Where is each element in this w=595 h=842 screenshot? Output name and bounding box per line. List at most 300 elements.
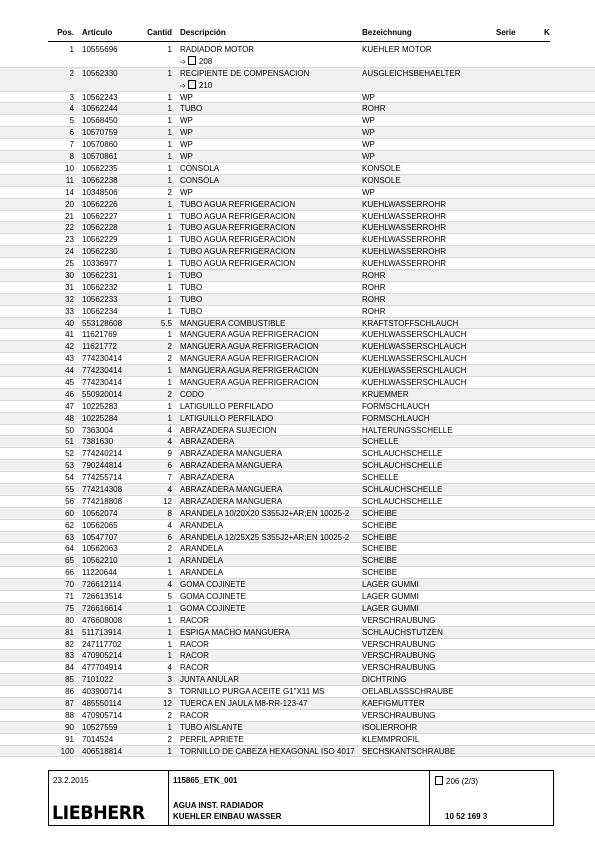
table-row: [0, 508, 595, 520]
row-article[interactable]: 10562210: [82, 556, 118, 566]
footer-divider-left: [168, 771, 169, 825]
row-article[interactable]: 726613514: [82, 592, 123, 601]
row-bezeichnung: VERSCHRAUBUNG: [362, 639, 436, 649]
row-bezeichnung: KRUEMMER: [362, 389, 409, 399]
row-bezeichnung: SCHLAUCHSCHELLE: [362, 484, 443, 494]
table-row: [0, 484, 595, 496]
row-description: CONSOLA: [180, 175, 220, 185]
row-article[interactable]: 7101022: [82, 675, 114, 685]
row-bezeichnung: VERSCHRAUBUNG: [362, 651, 436, 661]
row-bezeichnung: SCHEIBE: [362, 568, 398, 578]
row-article[interactable]: 10562238: [82, 175, 118, 185]
table-row: [0, 460, 595, 472]
row-pos: 50: [65, 425, 74, 435]
row-quantity: 1: [167, 259, 172, 269]
row-pos: 54: [65, 473, 74, 483]
table-row: [0, 139, 595, 151]
table-row: [0, 353, 595, 365]
row-description: TUBO: [180, 270, 203, 280]
row-pos: 3: [69, 92, 74, 102]
row-description: ESPIGA MACHO MANGUERA: [180, 627, 290, 637]
row-description: ARANDELA: [180, 556, 224, 566]
row-article[interactable]: 10562063: [82, 544, 118, 554]
row-article[interactable]: 10562065: [82, 520, 118, 530]
row-bezeichnung: KUEHLWASSERROHR: [362, 259, 447, 269]
row-description: RADIADOR MOTOR: [180, 45, 255, 54]
row-description: ARANDELA 10/20X20 S355J2+AR;EN 10025-2: [180, 508, 350, 518]
table-row: [0, 68, 595, 92]
row-description: TUBO AGUA REFRIGERACION: [180, 211, 296, 221]
row-pos: 100: [60, 746, 74, 756]
row-quantity: 1: [167, 247, 172, 257]
row-bezeichnung: KUEHLWASSERSCHLAUCH: [362, 330, 467, 340]
row-description: ARANDELA: [180, 544, 224, 554]
row-description: ABRAZADERA: [180, 473, 235, 483]
row-pos: 47: [65, 401, 74, 411]
row-article[interactable]: 10555696: [82, 45, 118, 54]
row-pos: 10: [65, 163, 74, 173]
row-quantity: 4: [167, 425, 172, 435]
row-description: WP: [180, 128, 193, 138]
row-description: MANGUERA AGUA REFRIGERACION: [180, 342, 319, 352]
row-quantity: 6: [167, 461, 172, 471]
row-bezeichnung: SCHEIBE: [362, 532, 398, 542]
row-pos: 21: [65, 211, 74, 221]
row-quantity: 2: [167, 187, 172, 197]
row-description: TORNILLO DE CABEZA HEXAGONAL ISO 4017: [180, 746, 355, 756]
row-quantity: 1: [167, 366, 172, 376]
row-bezeichnung: SCHELLE: [362, 437, 399, 447]
row-bezeichnung: KUEHLWASSERSCHLAUCH: [362, 342, 467, 352]
row-pos: 4: [69, 104, 74, 114]
row-pos: 8: [69, 152, 74, 162]
row-description: TUBO AISLANTE: [180, 722, 243, 732]
row-quantity: 4: [167, 663, 172, 673]
row-quantity: 1: [167, 603, 172, 613]
row-article[interactable]: 477704914: [82, 663, 123, 673]
table-row: [0, 92, 595, 104]
row-article[interactable]: 790244814: [82, 461, 123, 471]
row-description: LATIGUILLO PERFILADO: [180, 401, 274, 411]
row-quantity: 1: [167, 163, 172, 173]
row-article[interactable]: 7014524: [82, 734, 114, 744]
row-pos: 2: [69, 68, 74, 78]
header-descripcion: Descripción: [180, 28, 226, 37]
row-quantity: 8: [167, 508, 172, 518]
table-row: [0, 722, 595, 734]
arrow-right-icon: ➩: [180, 58, 186, 66]
row-quantity: 1: [167, 116, 172, 126]
row-pos: 41: [65, 330, 74, 340]
row-quantity: 12: [163, 699, 172, 709]
row-article[interactable]: 550920014: [82, 389, 123, 399]
row-article[interactable]: 403900714: [82, 687, 123, 697]
row-quantity: 1: [167, 235, 172, 245]
table-row: [0, 496, 595, 508]
row-description: TORNILLO PURGA ACEITE G1"X11 MS: [180, 687, 325, 697]
row-quantity: 1: [167, 211, 172, 221]
row-bezeichnung: KUEHLWASSERROHR: [362, 247, 447, 257]
row-description: ARANDELA: [180, 520, 224, 530]
table-row: [0, 615, 595, 627]
row-bezeichnung: WP: [362, 128, 375, 138]
table-row: [0, 603, 595, 615]
row-article[interactable]: 10562243: [82, 92, 118, 102]
row-article[interactable]: 10562235: [82, 163, 118, 173]
row-pos: 53: [65, 461, 74, 471]
row-description: GOMA COJINETE: [180, 592, 246, 601]
row-article[interactable]: 726612114: [82, 580, 122, 590]
row-description: MANGUERA AGUA REFRIGERACION: [180, 366, 319, 376]
row-bezeichnung: WP: [362, 187, 375, 197]
row-description: TUBO: [180, 306, 203, 316]
row-article[interactable]: 10225283: [82, 401, 118, 411]
row-article[interactable]: 774255714: [82, 473, 123, 483]
table-row: [0, 674, 595, 686]
row-description: WP: [180, 116, 193, 126]
row-article[interactable]: 10562228: [82, 223, 118, 233]
row-bezeichnung: AUSGLEICHSBEHAELTER: [362, 68, 461, 78]
row-description: WP: [180, 92, 193, 102]
row-bezeichnung: SCHLAUCHSCHELLE: [362, 461, 443, 471]
row-quantity: 1: [167, 568, 172, 578]
table-row: [0, 436, 595, 448]
row-description: TUBO AGUA REFRIGERACION: [180, 235, 296, 245]
row-bezeichnung: ROHR: [362, 282, 386, 292]
row-bezeichnung: VERSCHRAUBUNG: [362, 615, 436, 625]
row-bezeichnung: FORMSCHLAUCH: [362, 413, 430, 423]
row-quantity: 2: [167, 734, 172, 744]
row-quantity: 6: [167, 532, 172, 542]
row-article[interactable]: 10348506: [82, 187, 118, 197]
row-pos: 81: [65, 627, 74, 637]
footer-page-text: 206 (2/3): [446, 777, 479, 786]
row-description: ABRAZADERA: [180, 437, 235, 447]
footer-divider-right: [429, 771, 430, 825]
table-row: [0, 163, 595, 175]
row-pos: 31: [65, 282, 74, 292]
row-article[interactable]: 10570759: [82, 128, 118, 138]
row-pos: 70: [65, 580, 74, 590]
row-quantity: 2: [167, 710, 172, 720]
row-bezeichnung: VERSCHRAUBUNG: [362, 663, 436, 673]
row-pos: 75: [65, 603, 74, 613]
row-article[interactable]: 10570860: [82, 140, 118, 150]
row-quantity: 9: [167, 449, 172, 459]
row-description: JUNTA ANULAR: [180, 675, 239, 685]
table-row: [0, 294, 595, 306]
row-bezeichnung: OELABLASSSCHRAUBE: [362, 687, 454, 697]
row-article[interactable]: 10562233: [82, 294, 118, 304]
table-row: [0, 246, 595, 258]
row-description: GOMA COJINETE: [180, 603, 246, 613]
row-description: TUERCA EN JAULA M8-RR-123-47: [180, 699, 308, 709]
row-quantity: 1: [167, 615, 172, 625]
row-article[interactable]: 10562227: [82, 211, 118, 221]
footer-title-es: AGUA INST. RADIADOR: [173, 801, 264, 810]
table-row: [0, 222, 595, 234]
table-row: [0, 329, 595, 341]
row-bezeichnung: KUEHLWASSERROHR: [362, 223, 447, 233]
header-bezeichnung: Bezeichnung: [362, 28, 412, 37]
row-bezeichnung: ROHR: [362, 270, 386, 280]
row-quantity: 1: [167, 413, 172, 423]
row-pos: 6: [69, 128, 74, 138]
row-article[interactable]: 11621772: [82, 342, 117, 352]
row-pos: 86: [65, 687, 74, 697]
table-row: [0, 543, 595, 555]
row-pos: 40: [65, 318, 74, 328]
row-article[interactable]: 247117702: [82, 639, 122, 649]
row-quantity: 12: [163, 496, 172, 506]
table-row: [0, 698, 595, 710]
row-pos: 71: [65, 592, 74, 601]
row-description: MANGUERA AGUA REFRIGERACION: [180, 330, 319, 340]
row-pos: 23: [65, 235, 74, 245]
row-pos: 90: [65, 722, 74, 732]
row-quantity: 3: [167, 687, 172, 697]
row-bezeichnung: KUEHLWASSERSCHLAUCH: [362, 377, 467, 387]
row-quantity: 1: [167, 651, 172, 661]
row-description: WP: [180, 152, 193, 162]
row-bezeichnung: DICHTRING: [362, 675, 407, 685]
row-article[interactable]: 10336977: [82, 259, 118, 269]
row-article[interactable]: 774230414: [82, 377, 123, 387]
row-pos: 56: [65, 496, 74, 506]
row-quantity: 1: [167, 330, 172, 340]
footer-page-ref[interactable]: [435, 776, 478, 786]
row-bezeichnung: KUEHLWASSERROHR: [362, 235, 447, 245]
row-bezeichnung: WP: [362, 152, 375, 162]
row-article[interactable]: 7363004: [82, 425, 114, 435]
table-row: [0, 627, 595, 639]
row-pos: 66: [65, 568, 74, 578]
row-bezeichnung: KUEHLER MOTOR: [362, 45, 432, 54]
table-row: [0, 746, 595, 758]
table-row: [0, 567, 595, 579]
row-article[interactable]: 774230414: [82, 366, 123, 376]
header-articulo: Articulo: [82, 28, 113, 37]
row-quantity: 1: [167, 175, 172, 185]
row-bezeichnung: ROHR: [362, 306, 386, 316]
book-icon: [435, 776, 443, 785]
table-row: [0, 389, 595, 401]
row-description: TUBO AGUA REFRIGERACION: [180, 259, 296, 269]
row-description: TUBO: [180, 104, 203, 114]
footer-doc-id: 115865_ETK_001: [173, 776, 238, 785]
row-pos: 14: [65, 187, 74, 197]
row-article[interactable]: 11621769: [82, 330, 117, 340]
row-pos: 83: [65, 651, 74, 661]
row-description: RACOR: [180, 663, 209, 673]
footer-block: [48, 770, 554, 826]
row-quantity: 1: [167, 722, 172, 732]
row-bezeichnung: SCHLAUCHSTUTZEN: [362, 627, 443, 637]
row-article[interactable]: 10562231: [82, 270, 118, 280]
row-article[interactable]: 10547707: [82, 532, 118, 542]
row-article[interactable]: 406518814: [82, 746, 123, 756]
row-bezeichnung: WP: [362, 92, 375, 102]
footer-title-de: KUEHLER EINBAU WASSER: [173, 812, 282, 821]
row-bezeichnung: FORMSCHLAUCH: [362, 401, 430, 411]
row-quantity: 1: [167, 140, 172, 150]
row-bezeichnung: ROHR: [362, 104, 386, 114]
row-description: PERFIL APRIETE: [180, 734, 244, 744]
row-pos: 46: [65, 389, 74, 399]
row-pos: 45: [65, 377, 74, 387]
header-k: K: [544, 28, 550, 37]
footer-date: 23.2.2015: [53, 776, 89, 785]
row-quantity: 4: [167, 484, 172, 494]
table-row: [0, 151, 595, 163]
table-row: [0, 234, 595, 246]
row-article[interactable]: 774218808: [82, 496, 123, 506]
table-row: [0, 662, 595, 674]
row-description: TUBO AGUA REFRIGERACION: [180, 247, 296, 257]
row-pos: 63: [65, 532, 74, 542]
row-bezeichnung: SCHELLE: [362, 473, 399, 483]
row-quantity: 4: [167, 520, 172, 530]
row-quantity: 1: [167, 45, 172, 54]
header-serie: Serie: [496, 28, 516, 37]
row-article[interactable]: 10225284: [82, 413, 118, 423]
row-pos: 44: [65, 366, 74, 376]
row-quantity: 5: [167, 592, 172, 601]
row-description: TUBO: [180, 294, 203, 304]
table-row: [0, 734, 595, 746]
row-bezeichnung: SCHLAUCHSCHELLE: [362, 449, 443, 459]
table-row: [0, 282, 595, 294]
row-quantity: 7: [167, 473, 172, 483]
row-bezeichnung: KONSOLE: [362, 163, 401, 173]
book-icon: [188, 56, 196, 65]
row-article[interactable]: 774214308: [82, 484, 123, 494]
table-row: [0, 211, 595, 223]
table-row: [0, 187, 595, 199]
row-quantity: 1: [167, 282, 172, 292]
row-description: MANGUERA COMBUSTIBLE: [180, 318, 286, 328]
row-bezeichnung: KUEHLWASSERROHR: [362, 199, 447, 209]
row-description: CONSOLA: [180, 163, 220, 173]
row-article[interactable]: 470905714: [82, 710, 123, 720]
row-bezeichnung: ROHR: [362, 294, 386, 304]
row-article[interactable]: 10562244: [82, 104, 118, 114]
row-article[interactable]: 10562232: [82, 282, 118, 292]
row-description: WP: [180, 140, 193, 150]
row-article[interactable]: 511713914: [82, 627, 122, 637]
row-quantity: 1: [167, 92, 172, 102]
row-quantity: 4: [167, 437, 172, 447]
row-description: ARANDELA: [180, 568, 224, 578]
row-pos: 84: [65, 663, 74, 673]
row-quantity: 1: [167, 223, 172, 233]
row-quantity: 1: [167, 68, 172, 78]
row-article[interactable]: 10562229: [82, 235, 118, 245]
row-bezeichnung: SCHEIBE: [362, 556, 398, 566]
parts-table: [0, 44, 595, 757]
row-bezeichnung: KLEMMPROFIL: [362, 734, 420, 744]
arrow-right-icon: ➩: [180, 82, 186, 90]
row-description: GOMA COJINETE: [180, 580, 246, 590]
row-quantity: 1: [167, 199, 172, 209]
row-bezeichnung: KRAFTSTOFFSCHLAUCH: [362, 318, 459, 328]
row-quantity: 1: [167, 627, 172, 637]
table-row: [0, 710, 595, 722]
row-description: LATIGUILLO PERFILADO: [180, 413, 274, 423]
row-article[interactable]: 11220644: [82, 568, 117, 578]
row-bezeichnung: KUEHLWASSERROHR: [362, 211, 447, 221]
row-quantity: 1: [167, 128, 172, 138]
table-row: [0, 270, 595, 282]
row-pos: 80: [65, 615, 74, 625]
row-article[interactable]: 7381630: [82, 437, 114, 447]
row-article[interactable]: 476608008: [82, 615, 123, 625]
row-quantity: 2: [167, 544, 172, 554]
row-article[interactable]: 10562234: [82, 306, 118, 316]
row-quantity: 5.5: [160, 318, 172, 328]
row-pos: 82: [65, 639, 74, 649]
row-pos: 62: [65, 520, 74, 530]
table-row: [0, 115, 595, 127]
row-article[interactable]: 10562074: [82, 508, 118, 518]
row-quantity: 1: [167, 306, 172, 316]
table-row: [0, 44, 595, 68]
row-pos: 42: [65, 342, 74, 352]
row-description: TUBO AGUA REFRIGERACION: [180, 199, 296, 209]
row-quantity: 4: [167, 580, 172, 590]
row-article[interactable]: 10568450: [82, 116, 118, 126]
row-article[interactable]: 774230414: [82, 354, 123, 364]
row-quantity: 1: [167, 746, 172, 756]
row-article[interactable]: 470905214: [82, 651, 123, 661]
table-row: [0, 306, 595, 318]
table-row: [0, 520, 595, 532]
row-article[interactable]: 10570861: [82, 152, 118, 162]
row-description: CODO: [180, 389, 204, 399]
row-bezeichnung: SECHSKANTSCHRAUBE: [362, 746, 456, 756]
row-article[interactable]: 10562230: [82, 247, 118, 257]
row-pos: 85: [65, 675, 74, 685]
row-article[interactable]: 10527559: [82, 722, 118, 732]
row-article[interactable]: 485550114: [82, 699, 122, 709]
row-description: ABRAZADERA MANGUERA: [180, 449, 283, 459]
row-pos: 25: [65, 259, 74, 269]
row-article[interactable]: 726616614: [82, 603, 123, 613]
row-pos: 87: [65, 699, 74, 709]
row-bezeichnung: ISOLIERROHR: [362, 722, 418, 732]
row-pos: 60: [65, 508, 74, 518]
row-description: WP: [180, 187, 193, 197]
row-pos: 24: [65, 247, 74, 257]
row-bezeichnung: SCHLAUCHSCHELLE: [362, 496, 443, 506]
row-quantity: 2: [167, 354, 172, 364]
table-row: [0, 341, 595, 353]
row-article[interactable]: 10562330: [82, 68, 118, 78]
table-row: [0, 650, 595, 662]
table-row: [0, 555, 595, 567]
table-row: [0, 103, 595, 115]
table-row: [0, 472, 595, 484]
row-pos: 51: [65, 437, 74, 447]
row-article[interactable]: 10562226: [82, 199, 118, 209]
row-quantity: 1: [167, 294, 172, 304]
row-article[interactable]: 774240214: [82, 449, 123, 459]
row-pos: 33: [65, 306, 74, 316]
row-article[interactable]: 553128608: [82, 318, 123, 328]
row-bezeichnung: VERSCHRAUBUNG: [362, 710, 436, 720]
row-bezeichnung: SCHEIBE: [362, 508, 398, 518]
row-description: RACOR: [180, 639, 209, 649]
